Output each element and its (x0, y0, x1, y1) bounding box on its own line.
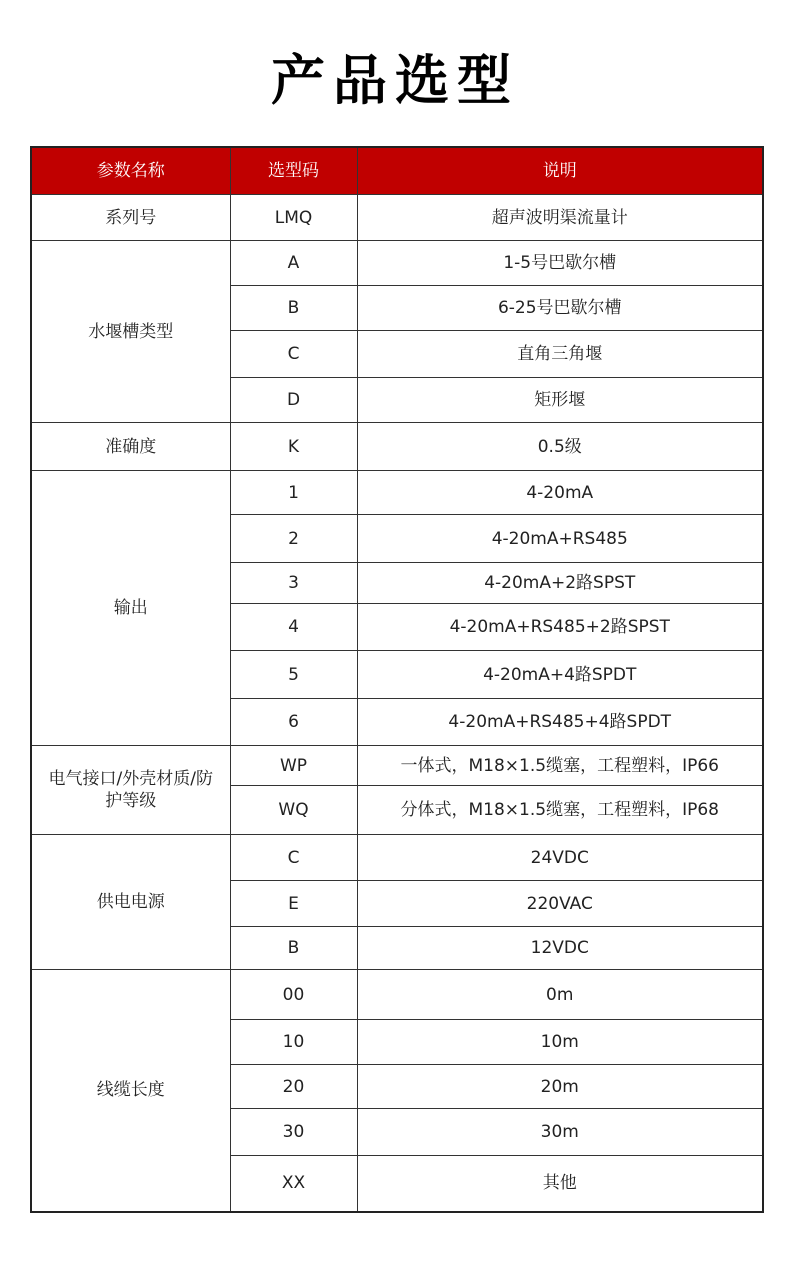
param-name-cell: 电气接口/外壳材质/防护等级 (31, 746, 230, 835)
selection-table (30, 146, 764, 1213)
table-row (31, 471, 763, 515)
description-cell: 0m (357, 970, 763, 1020)
description-cell: 其他 (357, 1156, 763, 1212)
description-cell: 分体式，M18×1.5缆塞，工程塑料，IP68 (357, 786, 763, 835)
description-cell: 24VDC (357, 835, 763, 881)
description-cell: 4-20mA+RS485+4路SPDT (357, 699, 763, 746)
description-cell: 220VAC (357, 881, 763, 927)
description-cell: 4-20mA+RS485+2路SPST (357, 604, 763, 651)
description-cell: 直角三角堰 (357, 331, 763, 378)
code-cell: 00 (230, 970, 357, 1020)
code-cell: 2 (230, 515, 357, 563)
description-cell: 30m (357, 1109, 763, 1156)
table-row (31, 241, 763, 286)
description-cell: 10m (357, 1020, 763, 1065)
table-row (31, 970, 763, 1020)
code-cell: LMQ (230, 195, 357, 241)
code-cell: K (230, 423, 357, 471)
description-cell: 4-20mA (357, 471, 763, 515)
description-cell: 4-20mA+2路SPST (357, 563, 763, 604)
table-row (31, 423, 763, 471)
code-cell: 1 (230, 471, 357, 515)
page-title: 产品选型 (271, 49, 519, 112)
description-cell: 超声波明渠流量计 (357, 195, 763, 241)
param-name-cell: 线缆长度 (31, 970, 230, 1212)
code-cell: 10 (230, 1020, 357, 1065)
code-cell: 30 (230, 1109, 357, 1156)
code-cell: WQ (230, 786, 357, 835)
code-cell: WP (230, 746, 357, 786)
code-cell: C (230, 331, 357, 378)
code-cell: 5 (230, 651, 357, 699)
param-name-cell: 水堰槽类型 (31, 241, 230, 423)
table-row (31, 835, 763, 881)
table-body (31, 195, 763, 1212)
description-cell: 0.5级 (357, 423, 763, 471)
header-description: 说明 (357, 147, 763, 195)
table-row (31, 746, 763, 786)
code-cell: 3 (230, 563, 357, 604)
code-cell: B (230, 286, 357, 331)
code-cell: C (230, 835, 357, 881)
code-cell: 6 (230, 699, 357, 746)
header-param-name: 参数名称 (31, 147, 230, 195)
description-cell: 20m (357, 1065, 763, 1109)
description-cell: 4-20mA+4路SPDT (357, 651, 763, 699)
code-cell: 20 (230, 1065, 357, 1109)
code-cell: 4 (230, 604, 357, 651)
code-cell: XX (230, 1156, 357, 1212)
code-cell: A (230, 241, 357, 286)
description-cell: 12VDC (357, 927, 763, 970)
param-name-cell: 供电电源 (31, 835, 230, 970)
table-row (31, 195, 763, 241)
param-name-cell: 系列号 (31, 195, 230, 241)
description-cell: 矩形堰 (357, 378, 763, 423)
header-code: 选型码 (230, 147, 357, 195)
description-cell: 一体式，M18×1.5缆塞，工程塑料，IP66 (357, 746, 763, 786)
param-name-cell: 输出 (31, 471, 230, 746)
code-cell: E (230, 881, 357, 927)
code-cell: D (230, 378, 357, 423)
description-cell: 4-20mA+RS485 (357, 515, 763, 563)
code-cell: B (230, 927, 357, 970)
description-cell: 1-5号巴歇尔槽 (357, 241, 763, 286)
table-header-row (31, 147, 763, 195)
description-cell: 6-25号巴歇尔槽 (357, 286, 763, 331)
param-name-cell: 准确度 (31, 423, 230, 471)
